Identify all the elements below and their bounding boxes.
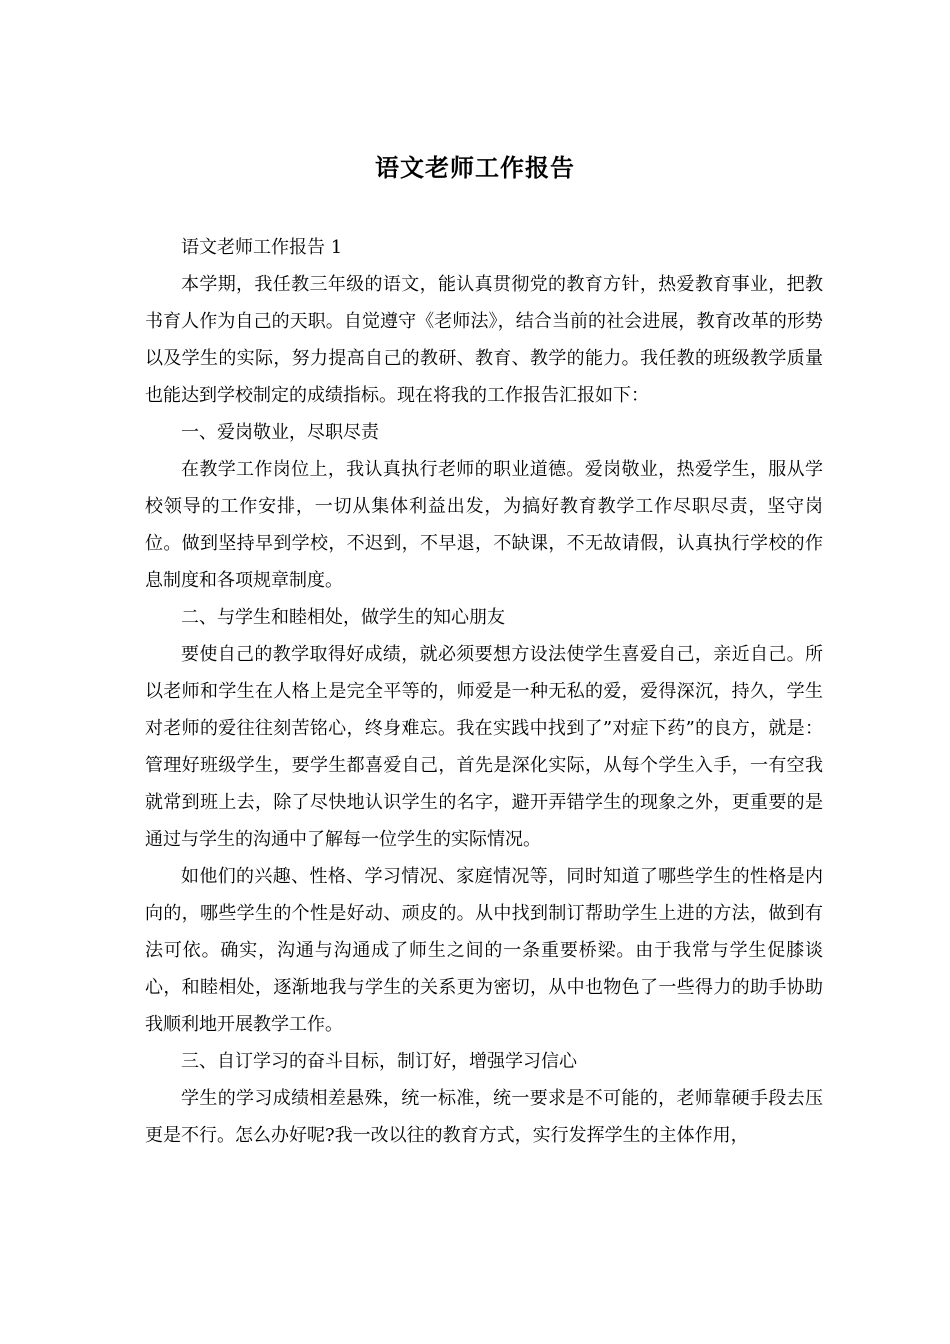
document-title: 语文老师工作报告	[375, 153, 575, 182]
section-heading: 二、与学生和睦相处，做学生的知心朋友	[181, 607, 505, 628]
paragraph-subtitle: 语文老师工作报告 1	[181, 237, 343, 258]
paragraph: 要使自己的教学取得好成绩，就必须要想方设法使学生喜爱自己，亲近自己。所以老师和学生在人格上是完全平等的，师爱是一种无私的爱，爱得深沉，持久，学生对老师的爱往往刻苦铭心，终身难忘。我在实践中找到了”对症下药”的良方，就是：管理好班级学生，要学生都喜爱自己，首先是深化实际，从每个学生入手，一有空我就常到班上去，除了尽快地认识学生的名字，避开弄错学生的现象之外，更重要的是通过与学生的沟通中了解每一位学生的实际情况。	[145, 644, 823, 850]
document-body	[145, 229, 823, 1154]
paragraph: 如他们的兴趣、性格、学习情况、家庭情况等，同时知道了哪些学生的性格是内向的，哪些学生的个性是好动、顽皮的。从中找到制订帮助学生上进的方法，做到有法可依。确实，沟通与沟通成了师生之间的一条重要桥梁。由于我常与学生促膝谈心，和睦相处，逐渐地我与学生的关系更为密切，从中也物色了一些得力的助手协助我顺利地开展教学工作。	[145, 866, 823, 1035]
section-heading: 三、自订学习的奋斗目标，制订好，增强学习信心	[181, 1051, 577, 1072]
paragraph: 本学期，我任教三年级的语文，能认真贯彻党的教育方针，热爱教育事业，把教书育人作为自己的天职。自觉遵守《老师法》，结合当前的社会进展，教育改革的形势以及学生的实际，努力提高自己的教研、教育、教学的能力。我任教的班级教学质量也能达到学校制定的成绩指标。现在将我的工作报告汇报如下：	[145, 274, 823, 406]
paragraph: 学生的学习成绩相差悬殊，统一标准，统一要求是不可能的，老师靠硬手段去压更是不行。怎么办好呢?我一改以往的教育方式，实行发挥学生的主体作用，	[145, 1088, 823, 1146]
paragraph: 在教学工作岗位上，我认真执行老师的职业道德。爱岗敬业，热爱学生，服从学校领导的工作安排，一切从集体利益出发，为搞好教育教学工作尽职尽责，坚守岗位。做到坚持早到学校，不迟到，不早退，不缺课，不无故请假，认真执行学校的作息制度和各项规章制度。	[145, 459, 823, 591]
section-heading: 一、爱岗敬业，尽职尽责	[181, 422, 379, 443]
